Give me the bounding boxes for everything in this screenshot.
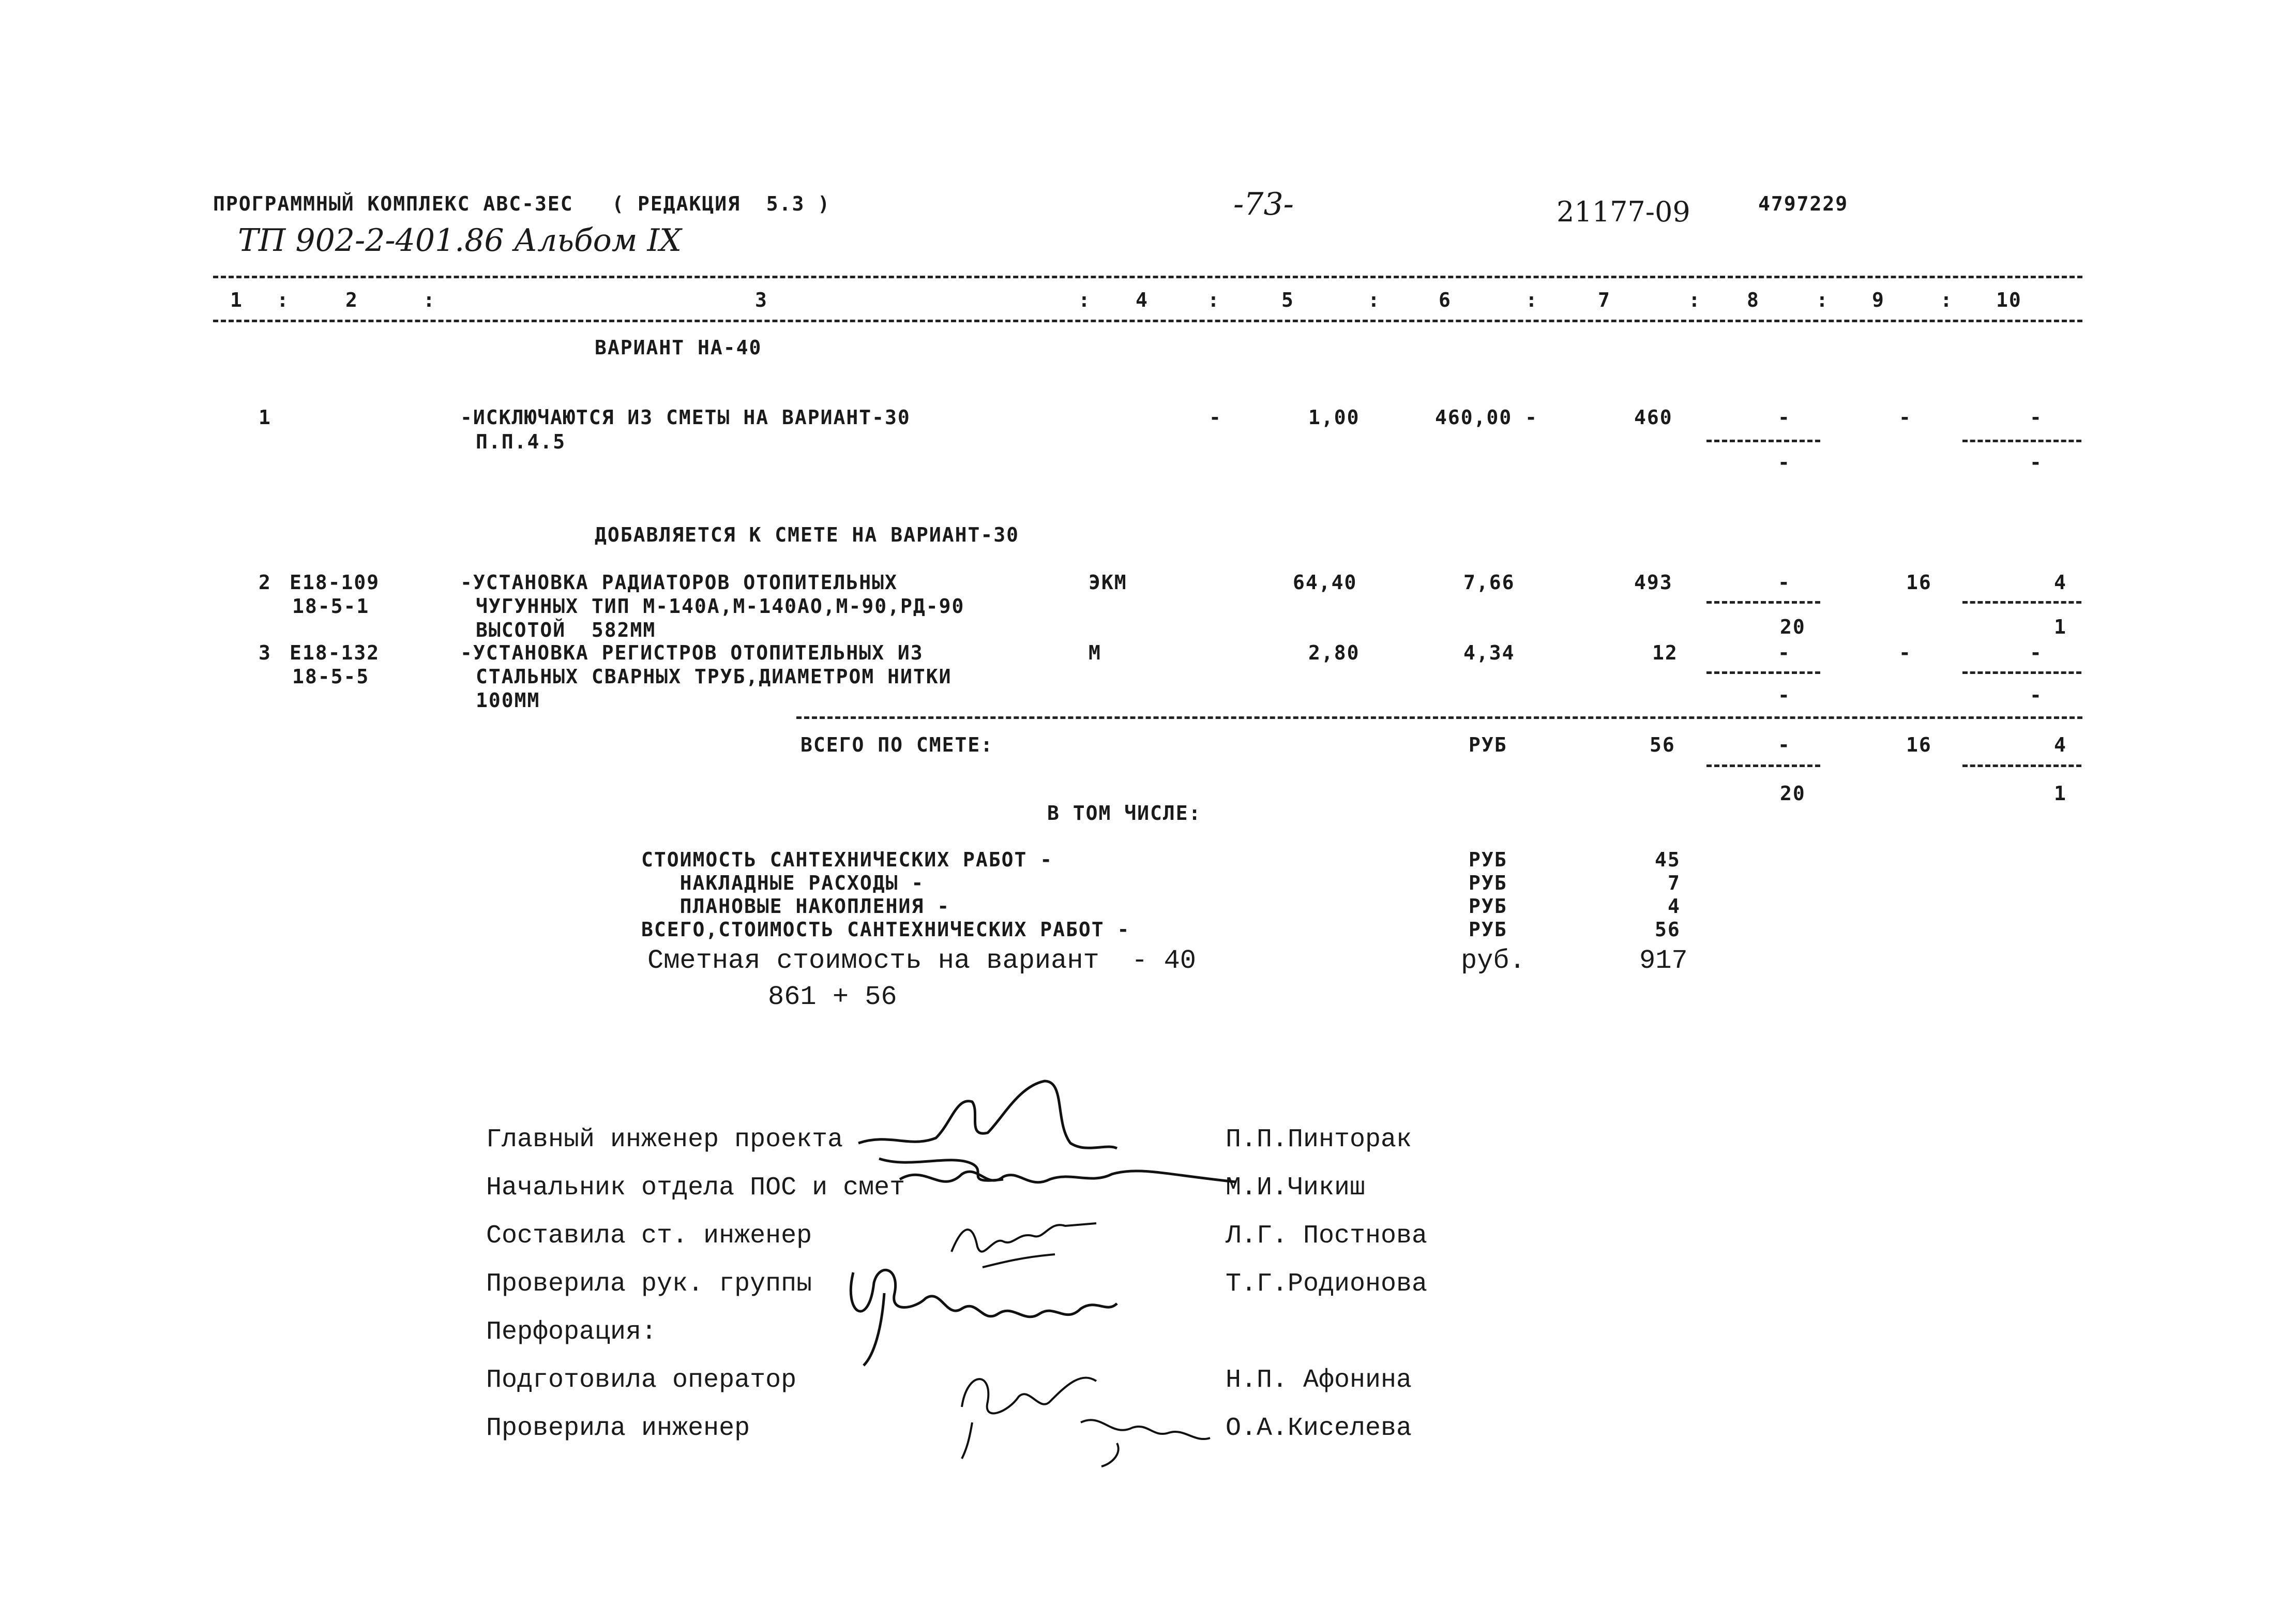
row-col9: - bbox=[1899, 641, 1912, 664]
divider-totals bbox=[796, 716, 2082, 719]
col-4: 4 bbox=[1136, 289, 1149, 311]
row-description: -ИСКЛЮЧАЮТСЯ ИЗ СМЕТЫ НА ВАРИАНТ-30 bbox=[460, 406, 911, 429]
breakdown-value: 7 bbox=[1668, 872, 1681, 894]
signature-operator bbox=[946, 1350, 1215, 1469]
signer-name: Т.Г.Родионова bbox=[1226, 1269, 1428, 1299]
row-col10-b: - bbox=[2030, 684, 2043, 707]
totals-col8: - bbox=[1778, 733, 1791, 756]
row-price: 460,00 - bbox=[1435, 406, 1538, 429]
row-total: 12 bbox=[1652, 641, 1678, 664]
row-col8-b: - bbox=[1778, 684, 1791, 707]
col-sep: : bbox=[1368, 289, 1381, 311]
totals-total: 56 bbox=[1650, 733, 1675, 756]
col-9: 9 bbox=[1872, 289, 1885, 311]
doc-number: 4797229 bbox=[1758, 192, 1849, 215]
row-col9: - bbox=[1899, 406, 1912, 429]
signer-role: Главный инженер проекта bbox=[486, 1125, 843, 1155]
row-qty: 2,80 bbox=[1308, 641, 1360, 664]
row-total: 460 bbox=[1634, 406, 1673, 429]
split-line bbox=[1962, 440, 2081, 442]
totals-col10-b: 1 bbox=[2054, 782, 2067, 805]
signer-name: О.А.Киселева bbox=[1226, 1414, 1412, 1443]
row-col9: 16 bbox=[1906, 571, 1932, 594]
col-sep: : bbox=[1688, 289, 1701, 311]
split-line bbox=[1706, 671, 1820, 674]
row-description: -УСТАНОВКА РЕГИСТРОВ ОТОПИТЕЛЬНЫХ ИЗ bbox=[460, 641, 924, 664]
breakdown-unit: РУБ bbox=[1469, 895, 1507, 918]
page-number: -73- bbox=[1233, 186, 1294, 222]
row-description: -УСТАНОВКА РАДИАТОРОВ ОТОПИТЕЛЬНЫХ bbox=[460, 571, 898, 594]
breakdown-label: СТОИМОСТЬ САНТЕХНИЧЕСКИХ РАБОТ - bbox=[641, 848, 1053, 871]
row-col8: - bbox=[1778, 406, 1791, 429]
col-sep: : bbox=[1525, 289, 1538, 311]
totals-col9: 16 bbox=[1906, 733, 1932, 756]
signer-role: Перфорация: bbox=[486, 1317, 657, 1347]
row-col10: 4 bbox=[2054, 571, 2067, 594]
row-number: 3 bbox=[259, 641, 271, 664]
col-1: 1 bbox=[230, 289, 243, 311]
split-line bbox=[1706, 440, 1820, 442]
row-unit: - bbox=[1209, 406, 1222, 429]
row-unit: ЭКМ bbox=[1089, 571, 1127, 594]
col-2: 2 bbox=[345, 289, 358, 311]
row-total: 493 bbox=[1634, 571, 1673, 594]
divider-top bbox=[213, 276, 2082, 278]
breakdown-label: ВСЕГО,СТОИМОСТЬ САНТЕХНИЧЕСКИХ РАБОТ - bbox=[641, 918, 1130, 941]
variant-cost-label: Сметная стоимость на вариант - 40 bbox=[647, 946, 1196, 976]
variant-cost-formula: 861 + 56 bbox=[768, 982, 897, 1012]
row-col10: - bbox=[2030, 641, 2043, 664]
variant-cost-unit: руб. bbox=[1461, 946, 1525, 976]
row-description-cont: ВЫСОТОЙ 582ММ bbox=[476, 619, 656, 641]
col-sep: : bbox=[423, 289, 436, 311]
row-col8: - bbox=[1778, 641, 1791, 664]
section-a-title: ВАРИАНТ НА-40 bbox=[595, 336, 762, 359]
breakdown-value: 4 bbox=[1668, 895, 1681, 918]
col-5: 5 bbox=[1281, 289, 1294, 311]
col-sep: : bbox=[277, 289, 290, 311]
row-qty: 1,00 bbox=[1308, 406, 1360, 429]
row-col8-b: - bbox=[1778, 451, 1791, 474]
signer-role: Проверила рук. группы bbox=[486, 1269, 812, 1299]
row-price: 4,34 bbox=[1463, 641, 1515, 664]
row-code-sub: 18-5-1 bbox=[292, 595, 370, 618]
row-description-cont: СТАЛЬНЫХ СВАРНЫХ ТРУБ,ДИАМЕТРОМ НИТКИ bbox=[476, 665, 952, 688]
split-line bbox=[1962, 671, 2081, 674]
row-number: 1 bbox=[259, 406, 271, 429]
row-unit: М bbox=[1089, 641, 1101, 664]
including-heading: В ТОМ ЧИСЛЕ: bbox=[1047, 802, 1202, 825]
split-line bbox=[1706, 764, 1820, 767]
split-line bbox=[1962, 601, 2081, 604]
signer-role: Подготовила оператор bbox=[486, 1366, 797, 1395]
signer-role: Составила ст. инженер bbox=[486, 1221, 812, 1251]
divider-header-bottom bbox=[213, 320, 2082, 322]
col-sep: : bbox=[1078, 289, 1091, 311]
program-header: ПРОГРАММНЫЙ КОМПЛЕКС АВС-3ЕС ( РЕДАКЦИЯ 5.3 ) bbox=[213, 192, 831, 215]
breakdown-value: 56 bbox=[1655, 918, 1681, 941]
breakdown-unit: РУБ bbox=[1469, 918, 1507, 941]
variant-cost-value: 917 bbox=[1639, 946, 1688, 976]
row-col8-b: 20 bbox=[1780, 616, 1806, 638]
row-price: 7,66 bbox=[1463, 571, 1515, 594]
col-sep: : bbox=[1207, 289, 1220, 311]
col-7: 7 bbox=[1598, 289, 1611, 311]
breakdown-label: ПЛАНОВЫЕ НАКОПЛЕНИЯ - bbox=[641, 895, 950, 918]
row-description-cont: П.П.4.5 bbox=[476, 430, 566, 453]
row-code: Е18-109 bbox=[290, 571, 380, 594]
totals-col10: 4 bbox=[2054, 733, 2067, 756]
col-8: 8 bbox=[1747, 289, 1760, 311]
signer-role: Начальник отдела ПОС и смет bbox=[486, 1173, 905, 1203]
row-col10-b: 1 bbox=[2054, 616, 2067, 638]
row-col10: - bbox=[2030, 406, 2043, 429]
col-sep: : bbox=[1940, 289, 1953, 311]
row-code: Е18-132 bbox=[290, 641, 380, 664]
col-10: 10 bbox=[1996, 289, 2022, 311]
breakdown-unit: РУБ bbox=[1469, 848, 1507, 871]
totals-col8-b: 20 bbox=[1780, 782, 1806, 805]
signer-name: П.П.Пинторак bbox=[1226, 1125, 1412, 1155]
row-qty: 64,40 bbox=[1293, 571, 1357, 594]
section-b-title: ДОБАВЛЯЕТСЯ К СМЕТЕ НА ВАРИАНТ-30 bbox=[595, 523, 1019, 546]
row-col10-b: - bbox=[2030, 451, 2043, 474]
signer-role: Проверила инженер bbox=[486, 1414, 750, 1443]
breakdown-unit: РУБ bbox=[1469, 872, 1507, 894]
signer-name: М.И.Чикиш bbox=[1226, 1173, 1366, 1203]
handwritten-title: ТП 902-2-401.86 Альбом IX bbox=[238, 222, 682, 259]
breakdown-value: 45 bbox=[1655, 848, 1681, 871]
split-line bbox=[1962, 764, 2081, 767]
row-code-sub: 18-5-5 bbox=[292, 665, 370, 688]
col-6: 6 bbox=[1439, 289, 1452, 311]
breakdown-label: НАКЛАДНЫЕ РАСХОДЫ - bbox=[641, 872, 925, 894]
totals-unit: РУБ bbox=[1469, 733, 1507, 756]
col-sep: : bbox=[1816, 289, 1829, 311]
split-line bbox=[1706, 601, 1820, 604]
row-col8: - bbox=[1778, 571, 1791, 594]
col-3: 3 bbox=[755, 289, 768, 311]
totals-label: ВСЕГО ПО СМЕТЕ: bbox=[800, 733, 994, 756]
row-number: 2 bbox=[259, 571, 271, 594]
doc-code: 21177-09 bbox=[1557, 196, 1690, 228]
signer-name: Л.Г. Постнова bbox=[1226, 1221, 1428, 1251]
row-description-cont: 100ММ bbox=[476, 689, 540, 712]
row-description-cont: ЧУГУННЫХ ТИП М-140А,М-140АО,М-90,РД-90 bbox=[476, 595, 965, 618]
signer-name: Н.П. Афонина bbox=[1226, 1366, 1412, 1395]
